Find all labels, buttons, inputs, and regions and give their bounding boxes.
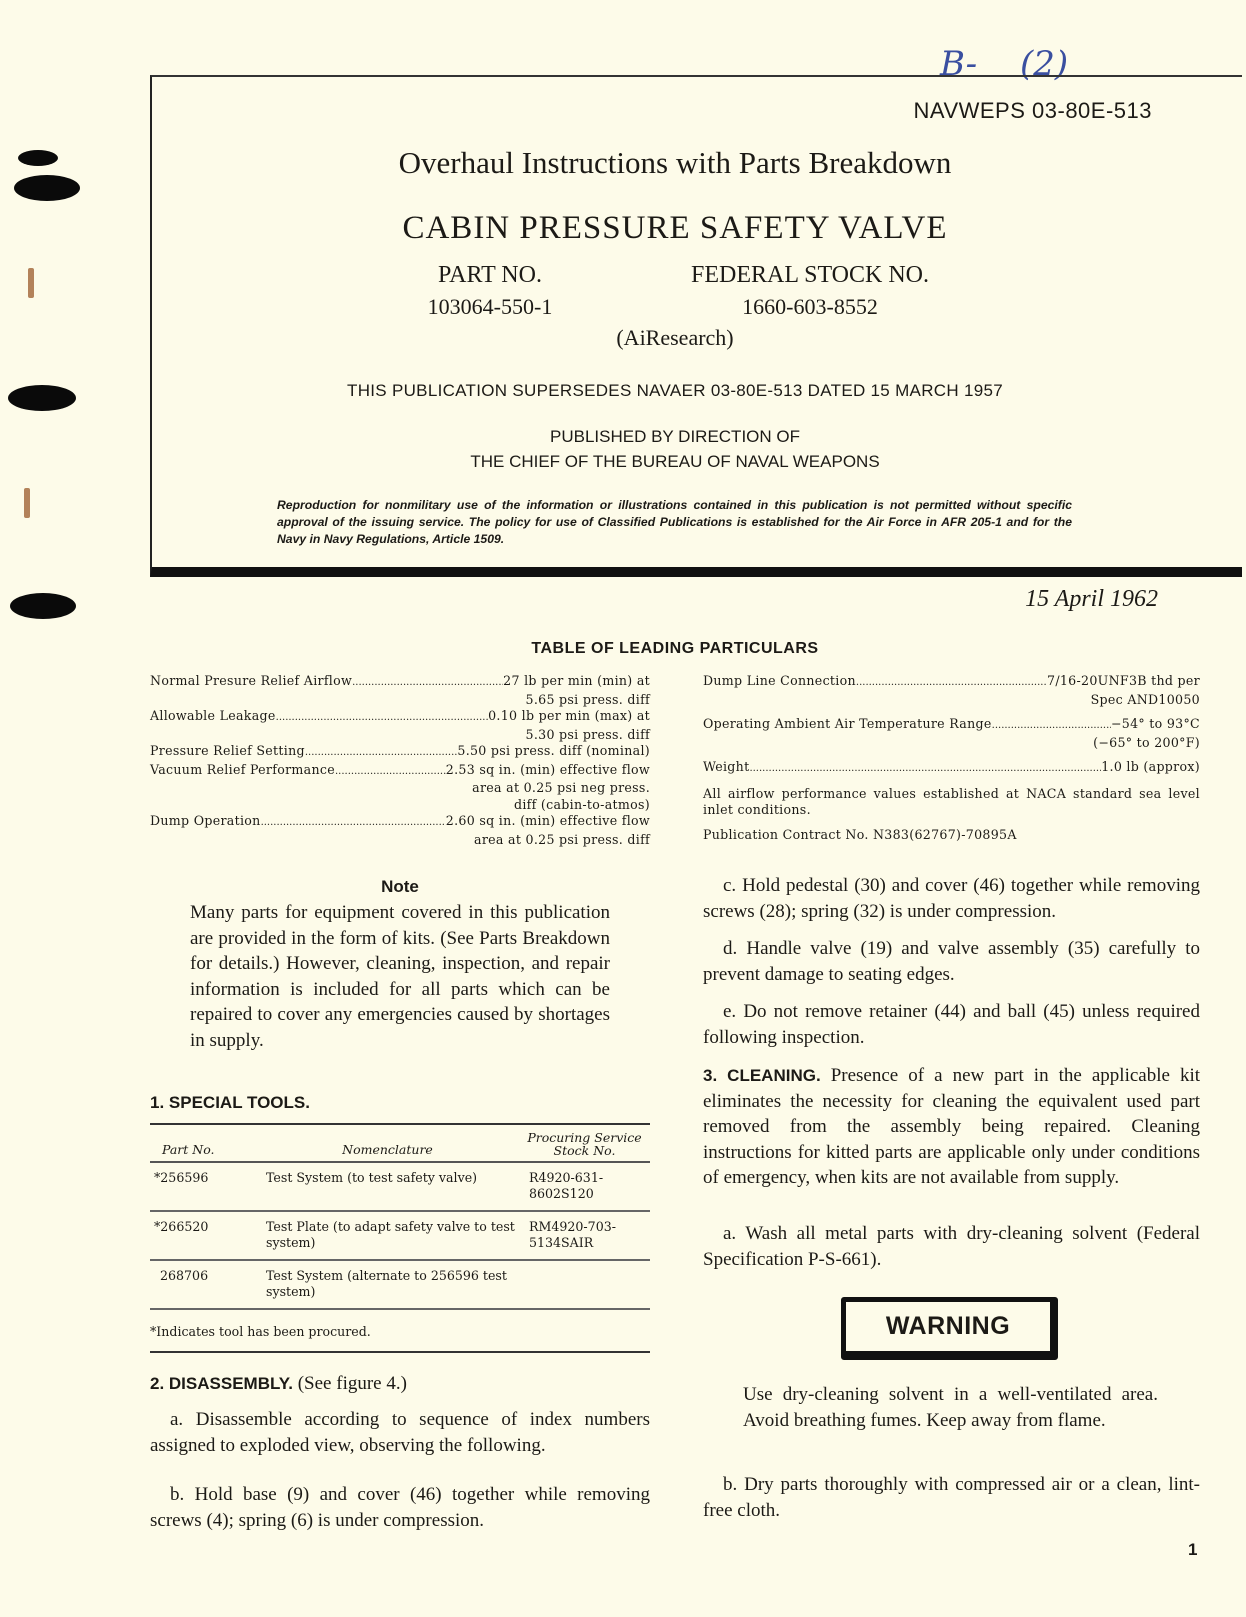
equipment-name: CABIN PRESSURE SAFETY VALVE	[402, 210, 948, 246]
table-header-row	[150, 1124, 650, 1162]
binder-hole	[8, 385, 76, 411]
disassembly-step-e: e. Do not remove retainer (44) and ball (45) unless required following inspection.	[703, 1001, 1200, 1048]
binder-hole	[14, 175, 80, 201]
part-no-label: PART NO.	[438, 262, 542, 288]
particular-row: Pressure Relief Setting ..... 5.50 psi press. diff (nominal)	[150, 743, 650, 762]
particular-row: Dump Operation ..... 2.60 sq in. (min) effective flow	[150, 813, 650, 832]
disassembly-step-d: d. Handle valve (19) and valve assembly (35) carefully to prevent damage to seating edges.	[703, 938, 1200, 985]
published-by-line1: PUBLISHED BY DIRECTION OF	[549, 427, 800, 446]
document-number: NAVWEPS 03-80E-513	[913, 98, 1152, 123]
fsn-value: 1660-603-8552	[742, 294, 878, 319]
column-header: Part No.	[150, 1124, 256, 1162]
column-header: Nomenclature	[256, 1124, 519, 1162]
note-title: Note	[381, 877, 419, 896]
rust-stain	[28, 268, 34, 298]
reproduction-notice: Reproduction for nonmilitary use of the information or illustrations contained in this publication is not permitted without specific approval of the issuing service. The policy for use of Classified Publications is established for the Air Force in AFR 205-1 and for the Navy in Navy Regulations, Article 1509.	[277, 498, 1072, 546]
cleaning-step-a: a. Wash all metal parts with dry-cleaning solvent (Federal Specification P-S-661).	[703, 1223, 1200, 1270]
binder-hole	[18, 150, 58, 166]
leading-particulars-left: Normal Presure Relief Airflow ..... 27 lb per min (min) at 5.65 psi press. diff Allowable Leakage ..... 0.10 lb per min (max) at 5.30 psi press. diff Pressure Relief Setting ..... 5.50 psi press. diff (nominal) Vacuum Relief Performance ..... 2.53 sq in. (min) effective flow area at 0.25 psi neg press. diff (cabin-to-atmos) Dump Operation ..... 2.60 sq in. (min) effective flow area at 0.25 psi press. diff	[150, 673, 650, 848]
rust-stain	[24, 488, 30, 518]
disassembly-step-c: c. Hold pedestal (30) and cover (46) together while removing screws (28); spring (32) is under compression.	[703, 875, 1200, 922]
particular-row: Allowable Leakage ..... 0.10 lb per min (max) at	[150, 708, 650, 727]
particular-row: Vacuum Relief Performance ..... 2.53 sq in. (min) effective flow	[150, 762, 650, 781]
particular-row: Weight ..... 1.0 lb (approx)	[703, 759, 1200, 778]
document-title: Overhaul Instructions with Parts Breakdown	[398, 145, 952, 180]
handwritten-mark: (2)	[1020, 44, 1069, 84]
airflow-note: All airflow performance values established at NACA standard sea level inlet conditions.	[703, 785, 1200, 817]
handwritten-mark: B-	[940, 44, 978, 84]
column-header: Procuring Service Stock No.	[519, 1124, 650, 1162]
binder-hole	[10, 593, 76, 619]
disassembly-step-b: b. Hold base (9) and cover (46) together while removing screws (4); spring (6) is under compression.	[150, 1484, 650, 1531]
table-row: 268706 Test System (alternate to 256596 test system)	[150, 1260, 650, 1309]
publication-date: 15 April 1962	[1025, 586, 1158, 612]
warning-text: Use dry-cleaning solvent in a well-ventilated area. Avoid breathing fumes. Keep away from flame.	[743, 1384, 1158, 1431]
manufacturer: (AiResearch)	[616, 325, 734, 350]
supersedes-notice: THIS PUBLICATION SUPERSEDES NAVAER 03-80E-513 DATED 15 MARCH 1957	[347, 381, 1003, 400]
particular-row: Dump Line Connection ..... 7/16-20UNF3B thd per	[703, 673, 1200, 692]
contract-number: Publication Contract No. N383(62767)-70895A	[703, 826, 1017, 842]
divider	[150, 1351, 650, 1353]
disassembly-step-a: a. Disassemble according to sequence of index numbers assigned to exploded view, observing the following.	[150, 1409, 650, 1456]
note-body: Many parts for equipment covered in this publication are provided in the form of kits. (See Parts Breakdown for details.) However, cleaning, inspection, and repair information is included for all parts which can be repaired to cover any emergencies caused by shortages in supply.	[190, 902, 610, 1051]
particular-row: Operating Ambient Air Temperature Range ..... −54° to 93°C	[703, 716, 1200, 735]
leading-particulars-title: TABLE OF LEADING PARTICULARS	[531, 640, 819, 657]
special-tools-heading: 1. SPECIAL TOOLS.	[150, 1093, 310, 1112]
cleaning-step-b: b. Dry parts thoroughly with compressed air or a clean, lint-free cloth.	[703, 1474, 1200, 1521]
part-no-value: 103064-550-1	[427, 294, 553, 319]
particular-row: Normal Presure Relief Airflow ..... 27 lb per min (min) at	[150, 673, 650, 692]
published-by-line2: THE CHIEF OF THE BUREAU OF NAVAL WEAPONS	[470, 452, 880, 471]
table-row: *266520 Test Plate (to adapt safety valve to test system) RM4920-703-5134SAIR	[150, 1211, 650, 1260]
disassembly-heading: 2. DISASSEMBLY. (See figure 4.)	[150, 1373, 407, 1394]
special-tools-table	[150, 1123, 650, 1310]
fsn-label: FEDERAL STOCK NO.	[690, 262, 930, 288]
cleaning-intro: 3. CLEANING. Presence of a new part in the applicable kit eliminates the necessity for cleaning the equivalent used part removed from the assembly being repaired. Cleaning instructions for kitted parts are applicable only under conditions of emergency, when kits are not available from supply.	[703, 1065, 1201, 1188]
warning-label: WARNING	[841, 1297, 1058, 1360]
leading-particulars-right: Dump Line Connection ..... 7/16-20UNF3B thd per Spec AND10050 Operating Ambient Air Temperature Range ..... −54° to 93°C (−65° to 200°F) Weight ..... 1.0 lb (approx) All airflow performance values established at NACA standard sea level inlet conditions. Publication Contract No. N383(62767)-70895A	[703, 673, 1200, 843]
tools-footnote: *Indicates tool has been procured.	[150, 1324, 371, 1339]
table-row: *256596 Test System (to test safety valve) R4920-631-8602S120	[150, 1162, 650, 1211]
page-number: 1	[1188, 1540, 1198, 1559]
